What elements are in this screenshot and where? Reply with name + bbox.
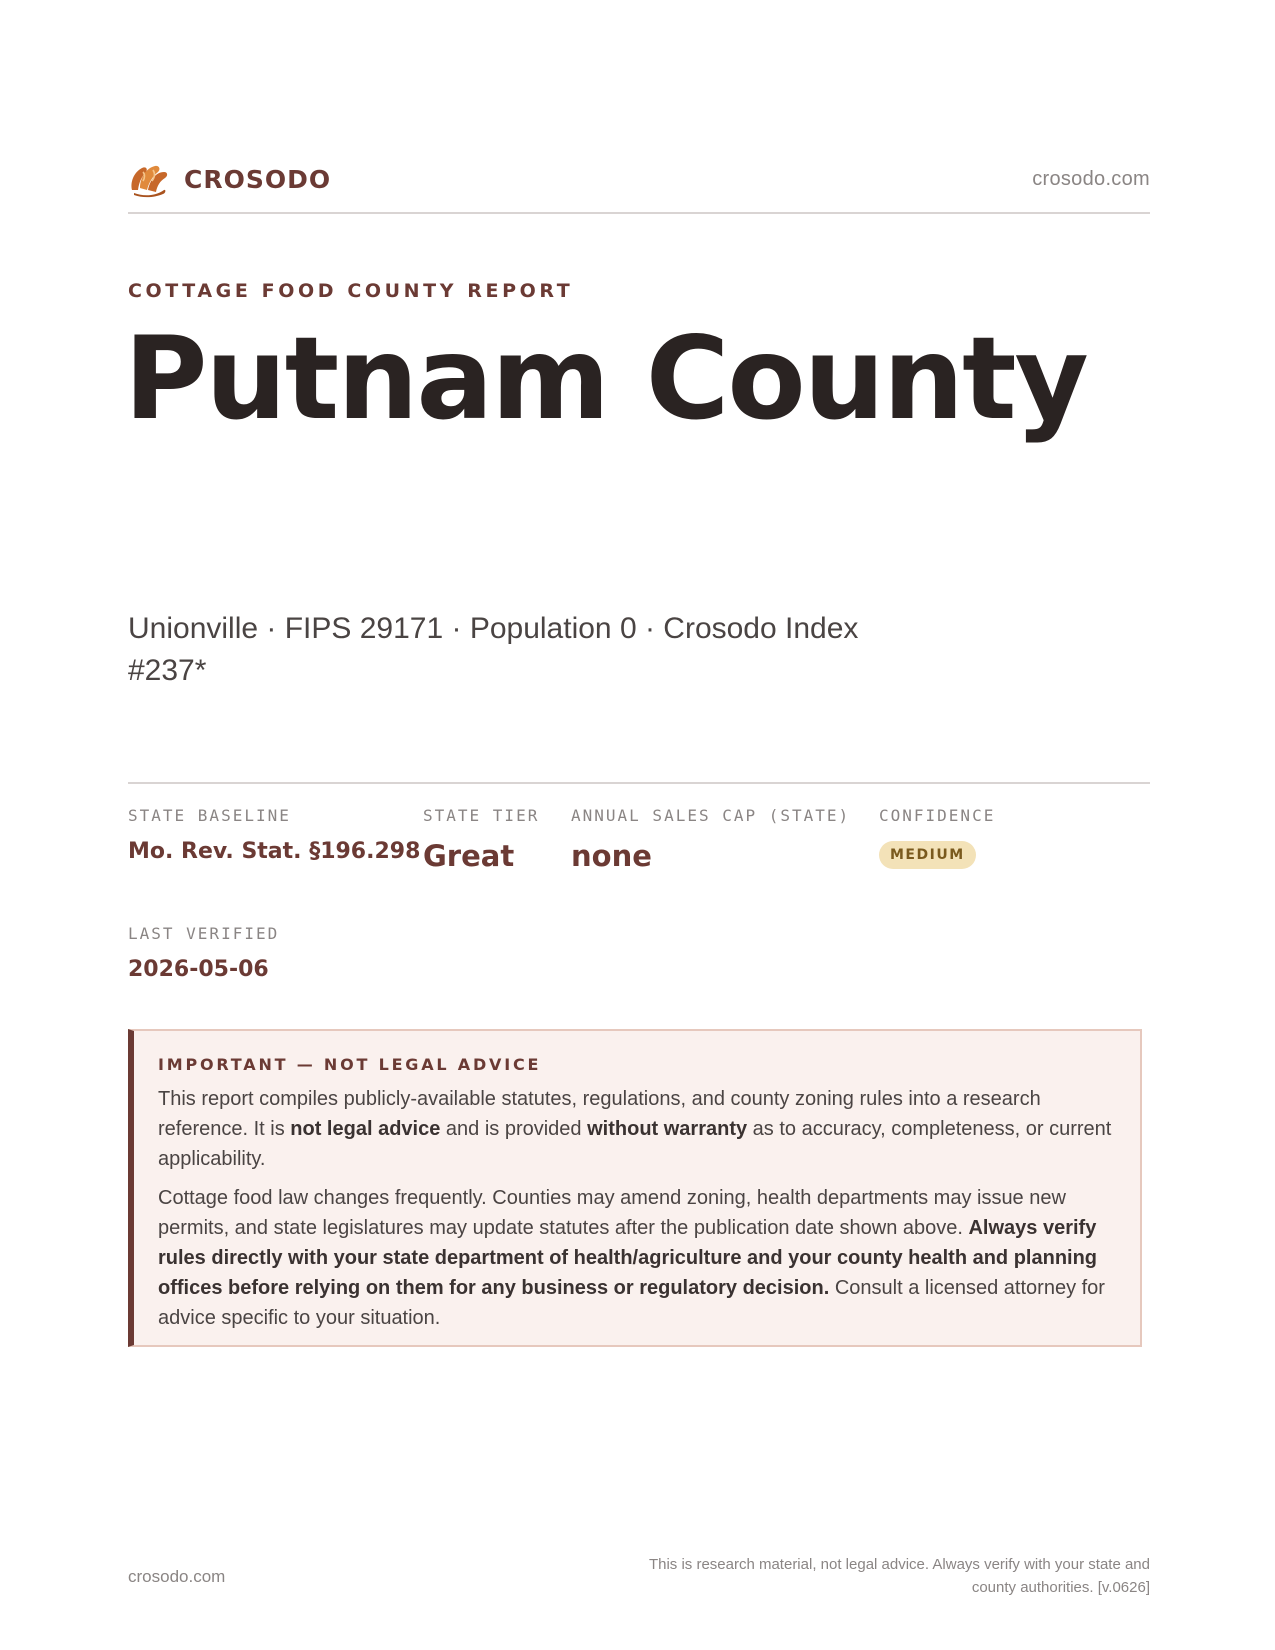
notice-text: as to accuracy, completeness, or current applicability. (158, 1118, 1112, 1170)
notice-emphasis: Always verify rules directly with your state department of health/agriculture and your county health and planning offices before relying on them for any business or regulatory decision. (158, 1217, 1098, 1299)
confidence-badge: MEDIUM (879, 841, 976, 869)
notice-text: This report compiles publicly-available statutes, regulations, and county zoning rules into a research reference. It is (158, 1088, 1041, 1140)
notice-text: Consult a licensed attorney for advice specific to your situation. (158, 1277, 1105, 1329)
notice-paragraph (158, 1084, 1114, 1174)
notice-paragraph (158, 1183, 1114, 1333)
notice-text: and is provided (440, 1118, 588, 1140)
notice-text: Cottage food law changes frequently. Counties may amend zoning, health departments may issue new permits, and state legislatures may update statutes after the publication date shown above. (158, 1187, 1066, 1239)
brand-name: CROSODO (184, 164, 332, 194)
site-link[interactable]: crosodo.com (1032, 168, 1150, 190)
stat-sales-cap (571, 806, 850, 873)
stat-label: STATE TIER (423, 806, 540, 825)
stat-value: Great (423, 839, 515, 873)
stat-value: Mo. Rev. Stat. §196.298 (128, 839, 421, 864)
page-title: Putnam County (124, 312, 1087, 445)
stat-label: CONFIDENCE (879, 806, 996, 825)
report-eyebrow: COTTAGE FOOD COUNTY REPORT (128, 280, 574, 302)
stat-confidence (879, 806, 995, 869)
notice-emphasis: not legal advice (290, 1118, 441, 1140)
section-divider (128, 782, 1150, 784)
brand[interactable] (128, 160, 331, 198)
stat-state-baseline (128, 806, 420, 864)
footer-site-link[interactable]: crosodo.com (128, 1567, 226, 1586)
stat-state-tier (423, 806, 539, 873)
stat-label: STATE BASELINE (128, 806, 291, 825)
notice-emphasis: without warranty (587, 1118, 748, 1140)
report-page (124, 0, 1150, 1650)
stat-last-verified (128, 924, 279, 982)
legal-notice (128, 1029, 1142, 1347)
stat-label: LAST VERIFIED (128, 924, 280, 943)
stat-label: ANNUAL SALES CAP (STATE) (571, 806, 851, 825)
report-subtitle: Unionville · FIPS 29171 · Population 0 · Crosodo Index #237* (128, 612, 859, 687)
footer-disclaimer: This is research material, not legal advice. Always verify with your state and county authorities. [v.0626] (648, 1556, 1150, 1596)
stat-value: none (571, 839, 652, 873)
notice-title: IMPORTANT — NOT LEGAL ADVICE (158, 1055, 542, 1074)
stat-value: 2026-05-06 (128, 957, 269, 982)
croissant-icon (128, 160, 170, 198)
page-header (128, 156, 1150, 214)
